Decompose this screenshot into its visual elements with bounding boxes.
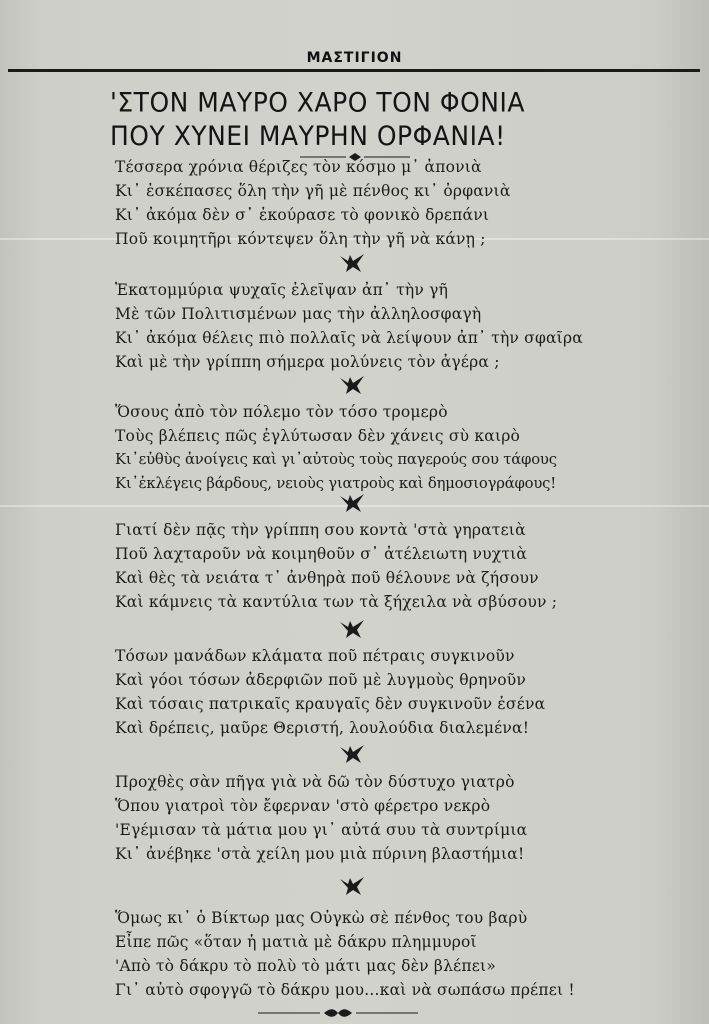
verse-line: Προχθὲς σὰν πῆγα γιὰ νὰ δῶ τὸν δύστυχο γιατρὸ (115, 773, 515, 791)
verse-line: Καὶ θὲς τὰ νειάτα τ᾽ ἀνθηρὰ ποῦ θέλουνε νὰ ζήσουν (115, 569, 539, 587)
verse-line: Μὲ τῶν Πολιτισμένων μας τὴν ἀλληλοσφαγὴ (115, 305, 482, 323)
stanza (115, 518, 675, 614)
bird-ornament-icon (338, 492, 366, 514)
verse-line: Ἑκατομμύρια ψυχαῖς ἐλεῖψαν ἀπ᾽ τὴν γῆ (115, 281, 449, 299)
verse-line: Καὶ γόοι τόσων ἀδερφιῶν ποῦ μὲ λυγμοὺς θρηνοῦν (115, 671, 526, 689)
verse-line: Τόσων μανάδων κλάματα ποῦ πέτραις συγκινοῦν (115, 647, 515, 665)
verse-line: Κι᾽ ἀκόμα θέλεις πιὸ πολλαῖς νὰ λείψουν ἀπ᾽ τὴν σφαῖρα (115, 329, 583, 347)
bottom-ornament-icon (258, 1008, 418, 1018)
stanza (115, 155, 675, 251)
verse-line: Καὶ δρέπεις, μαῦρε Θεριστή, λουλούδια διαλεμένα! (115, 719, 530, 737)
verse-line: Ὅπου γιατροὶ τὸν ἔφερναν 'στὸ φέρετρο νεκρὸ (115, 797, 491, 815)
verse-line: Τέσσερα χρόνια θέριζες τὸν κόσμο μ᾽ ἀπονιὰ (115, 158, 482, 176)
verse-line: Ὅμως κι᾽ ὁ Βίκτωρ μας Οὐγκὼ σὲ πένθος του βαρὺ (115, 909, 528, 927)
publication-header: ΜΑΣΤΙΓΙΟΝ (306, 50, 403, 66)
poem-title (110, 86, 630, 153)
verse-line: Καὶ κάμνεις τὰ καντύλια των τὰ ξήχειλα νὰ σβύσουν ; (115, 593, 558, 611)
verse-line: Εἶπε πῶς «ὅταν ἡ ματιὰ μὲ δάκρυ πλημμυροῖ (115, 933, 477, 951)
bird-ornament-icon (338, 618, 366, 640)
stanza (115, 906, 675, 1002)
verse-line: Ποῦ κοιμητῆρι κόντεψεν ὅλη τὴν γῆ νὰ κάνῃ ; (115, 230, 486, 248)
verse-line: Καὶ μὲ τὴν γρίππη σήμερα μολύνεις τὸν ἀγέρα ; (115, 353, 500, 371)
stanza (115, 644, 675, 740)
verse-line: Καὶ τόσαις πατρικαῖς κραυγαῖς δὲν συγκινοῦν ἐσένα (115, 695, 546, 713)
bird-ornament-icon (338, 743, 366, 765)
verse-line: Κι᾽ ἀνέβηκε 'στὰ χείλη μου μιὰ πύρινη βλαστήμια! (115, 845, 525, 863)
stanza (115, 400, 675, 496)
bird-ornament-icon (338, 374, 366, 396)
bird-ornament-icon (338, 252, 366, 274)
verse-line: Κι᾽ ἀκόμα δὲν σ᾽ ἐκούρασε τὸ φονικὸ δρεπάνι (115, 206, 490, 224)
stanza (115, 770, 675, 866)
bird-ornament-icon (338, 875, 366, 897)
verse-line: Ποῦ λαχταροῦν νὰ κοιμηθοῦν σ᾽ ἀτέλειωτη νυχτιὰ (115, 545, 528, 563)
stanza (115, 278, 675, 374)
verse-line: Κι᾽ἐκλέγεις βάρδους, νειοὺς γιατροὺς καὶ δημοσιογράφους! (115, 475, 557, 492)
verse-line: Τοὺς βλέπεις πῶς ἐγλύτωσαν δὲν χάνεις σὺ καιρὸ (115, 427, 521, 445)
verse-line: 'Εγέμισαν τὰ μάτια μου γι᾽ αὐτά συυ τὰ συντρίμια (115, 821, 528, 839)
header-rule (8, 69, 700, 72)
verse-line: Γι᾽ αὐτὸ σφογγῶ τὸ δάκρυ μου...καὶ νὰ σωπάσω πρέπει ! (115, 981, 575, 999)
poem-title-line: ΠΟΥ ΧΥΝΕΙ ΜΑΥΡΗΝ ΟΡΦΑΝΙΑ! (110, 121, 506, 152)
verse-line: 'Απὸ τὸ δάκρυ τὸ πολὺ τὸ μάτι μας δὲν βλέπει» (115, 957, 496, 975)
verse-line: Γιατί δὲν πᾷς τὴν γρίππη σου κοντὰ 'στὰ γηρατειὰ (115, 521, 526, 539)
verse-line: Κι᾽εὐθὺς ἀνοίγεις καὶ γι᾽αὐτοὺς τοὺς παγερούς σου τάφους (115, 451, 557, 468)
verse-line: Ὅσους ἀπὸ τὸν πόλεμο τὸν τόσο τρομερὸ (115, 403, 448, 421)
verse-line: Κι᾽ ἐσκέπασες ὅλη τὴν γῆ μὲ πένθος κι᾽ ὀρφανιὰ (115, 182, 511, 200)
poem-title-line: 'ΣΤΟΝ ΜΑΥΡΟ ΧΑΡΟ ΤΟΝ ΦΟΝΙΑ (110, 87, 525, 118)
